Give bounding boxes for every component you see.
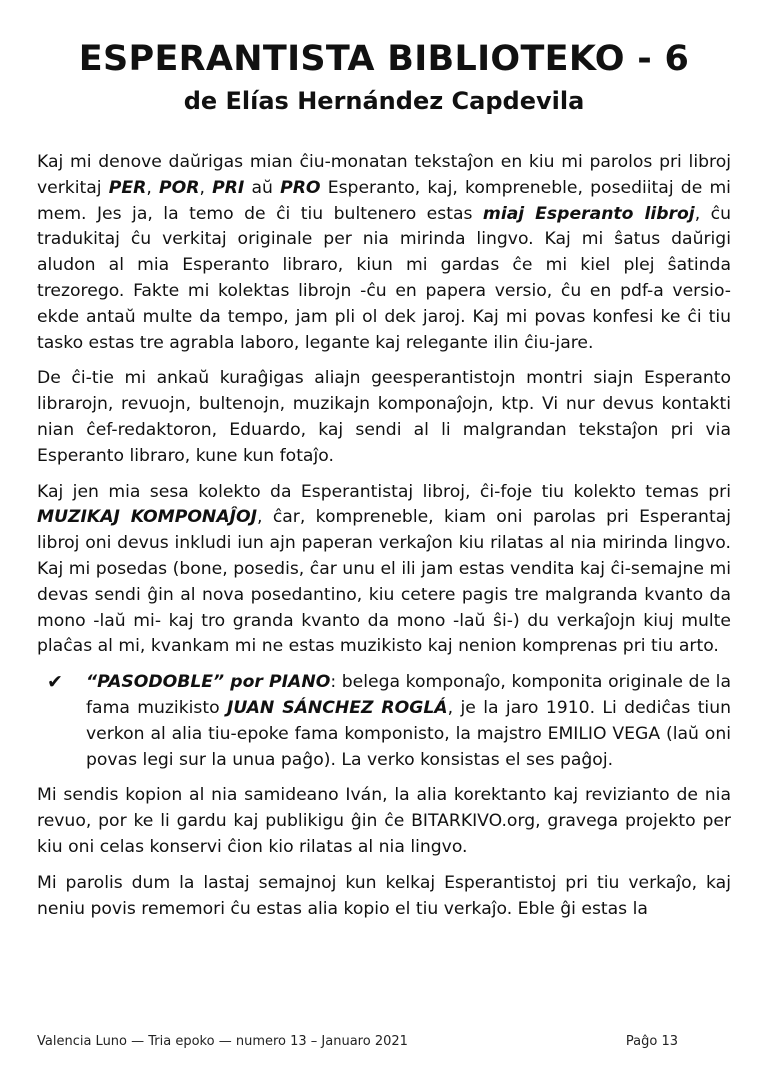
text-run: : belega komponaĵo, komponita originale de la fama muzikisto <box>86 672 731 718</box>
text-run: Kaj jen mia sesa kolekto da Esperantistaj libroj, ĉi-foje tiu kolekto temas pri <box>37 481 731 502</box>
emphasis-pri: PRI <box>212 177 245 198</box>
list-item-pasodoble <box>37 670 731 773</box>
paragraph-invitation: De ĉi-tie mi ankaŭ kuraĝigas aliajn geesperantistojn montri siajn Esperanto librarojn, revuojn, bultenojn, muzikajn komponaĵojn, ktp. Vi nur devus kontakti nian ĉef-redaktoron, Eduardo, kaj sendi al li malgrandan tekstaĵon pri via Esperanto libraro, kune kun fotaĵo. <box>37 368 731 466</box>
check-icon: ✔ <box>47 671 63 694</box>
article-body <box>37 150 731 932</box>
text-run: , ĉar, kompreneble, kiam oni parolas pri Esperantaj libroj oni devus inkludi iun ajn paperan verkaĵon kiu rilatas al nia mirinda lingvo. Kaj mi posedas (bone, posedis, ĉar unu el ili jam estas vendita kaj ĉi-semajne mi devas sendi ĝin al nova posedantino, kiu cetere pagis tre malgranda kvanto da mono -laŭ mi- kaj tro granda kvanto da mono -laŭ ŝi-) du verkaĵojn kiuj multe plaĉas al mi, kvankam mi ne estas muzikisto kaj nenion komprenas pri tiu arto. <box>37 507 731 657</box>
emphasis-miaj-libroj: miaj Esperanto libroj <box>482 203 695 224</box>
text-run: , ĉu tradukitaj ĉu verkitaj originale per nia mirinda lingvo. Kaj mi ŝatus daŭrigi aludon al mia Esperanto libraro, kiun mi gardas ĉe mi kiel plej ŝatinda trezorego. Fakte mi kolektas librojn -ĉu en papera versio, ĉu en pdf-a versio- ekde antaŭ multe da tempo, jam pli ol dek jaroj. Kaj mi povas konfesi ke ĉi tiu tasko estas tre agrabla laboro, legante kaj relegante ilin ĉiu-jare. <box>37 203 731 353</box>
footer-page-number: Paĝo 13 <box>625 1034 678 1049</box>
emphasis-composer: JUAN SÁNCHEZ ROGLÁ <box>227 697 448 718</box>
text-run: Kaj mi denove daŭrigas mian ĉiu-monatan tekstaĵon en kiu mi parolos pri libroj verkitaj <box>37 152 731 198</box>
emphasis-per: PER <box>108 177 147 198</box>
emphasis-muzikaj-komponajoj: MUZIKAJ KOMPONAĴOJ <box>37 507 258 528</box>
author-subtitle: de Elías Hernández Capdevila <box>183 87 585 115</box>
text-run: , <box>146 177 159 198</box>
text-run: aŭ <box>244 177 281 198</box>
emphasis-por: POR <box>158 177 200 198</box>
paragraph-collection <box>37 480 731 661</box>
footer-publication: Valencia Luno — Tria epoko — numero 13 – Januaro 2021 <box>37 1034 408 1049</box>
text-run: , <box>199 177 213 198</box>
text-run: , je la jaro 1910. Li dediĉas tiun verkon al alia tiu-epoke fama komponisto, la majstro EMILIO VEGA (laŭ oni povas legi sur la unua paĝo). La verko konsistas el ses paĝoj. <box>86 697 731 770</box>
paragraph-intro <box>37 150 731 356</box>
text-run: Esperanto, kaj, kompreneble, posediitaj de mi mem. Jes ja, la temo de ĉi tiu bultenero estas <box>37 177 731 224</box>
paragraph-bitarkivo: Mi sendis kopion al nia samideano Iván, la alia korektanto kaj revizianto de nia revuo, por ke li gardu kaj publikigu ĝin ĉe BITARKIVO.org, gravega projekto per kiu oni celas konservi ĉion kio rilatas al nia lingvo. <box>37 785 731 857</box>
emphasis-pro: PRO <box>280 177 321 198</box>
page-title: ESPERANTISTA BIBLIOTEKO - 6 <box>78 39 690 79</box>
emphasis-pasodoble-title: “PASODOBLE” por PIANO <box>86 672 331 693</box>
paragraph-continuation: Mi parolis dum la lastaj semajnoj kun kelkaj Esperantistoj pri tiu verkaĵo, kaj neniu povis rememori ĉu estas alia kopio el tiu verkaĵo. Eble ĝi estas la <box>37 872 731 919</box>
